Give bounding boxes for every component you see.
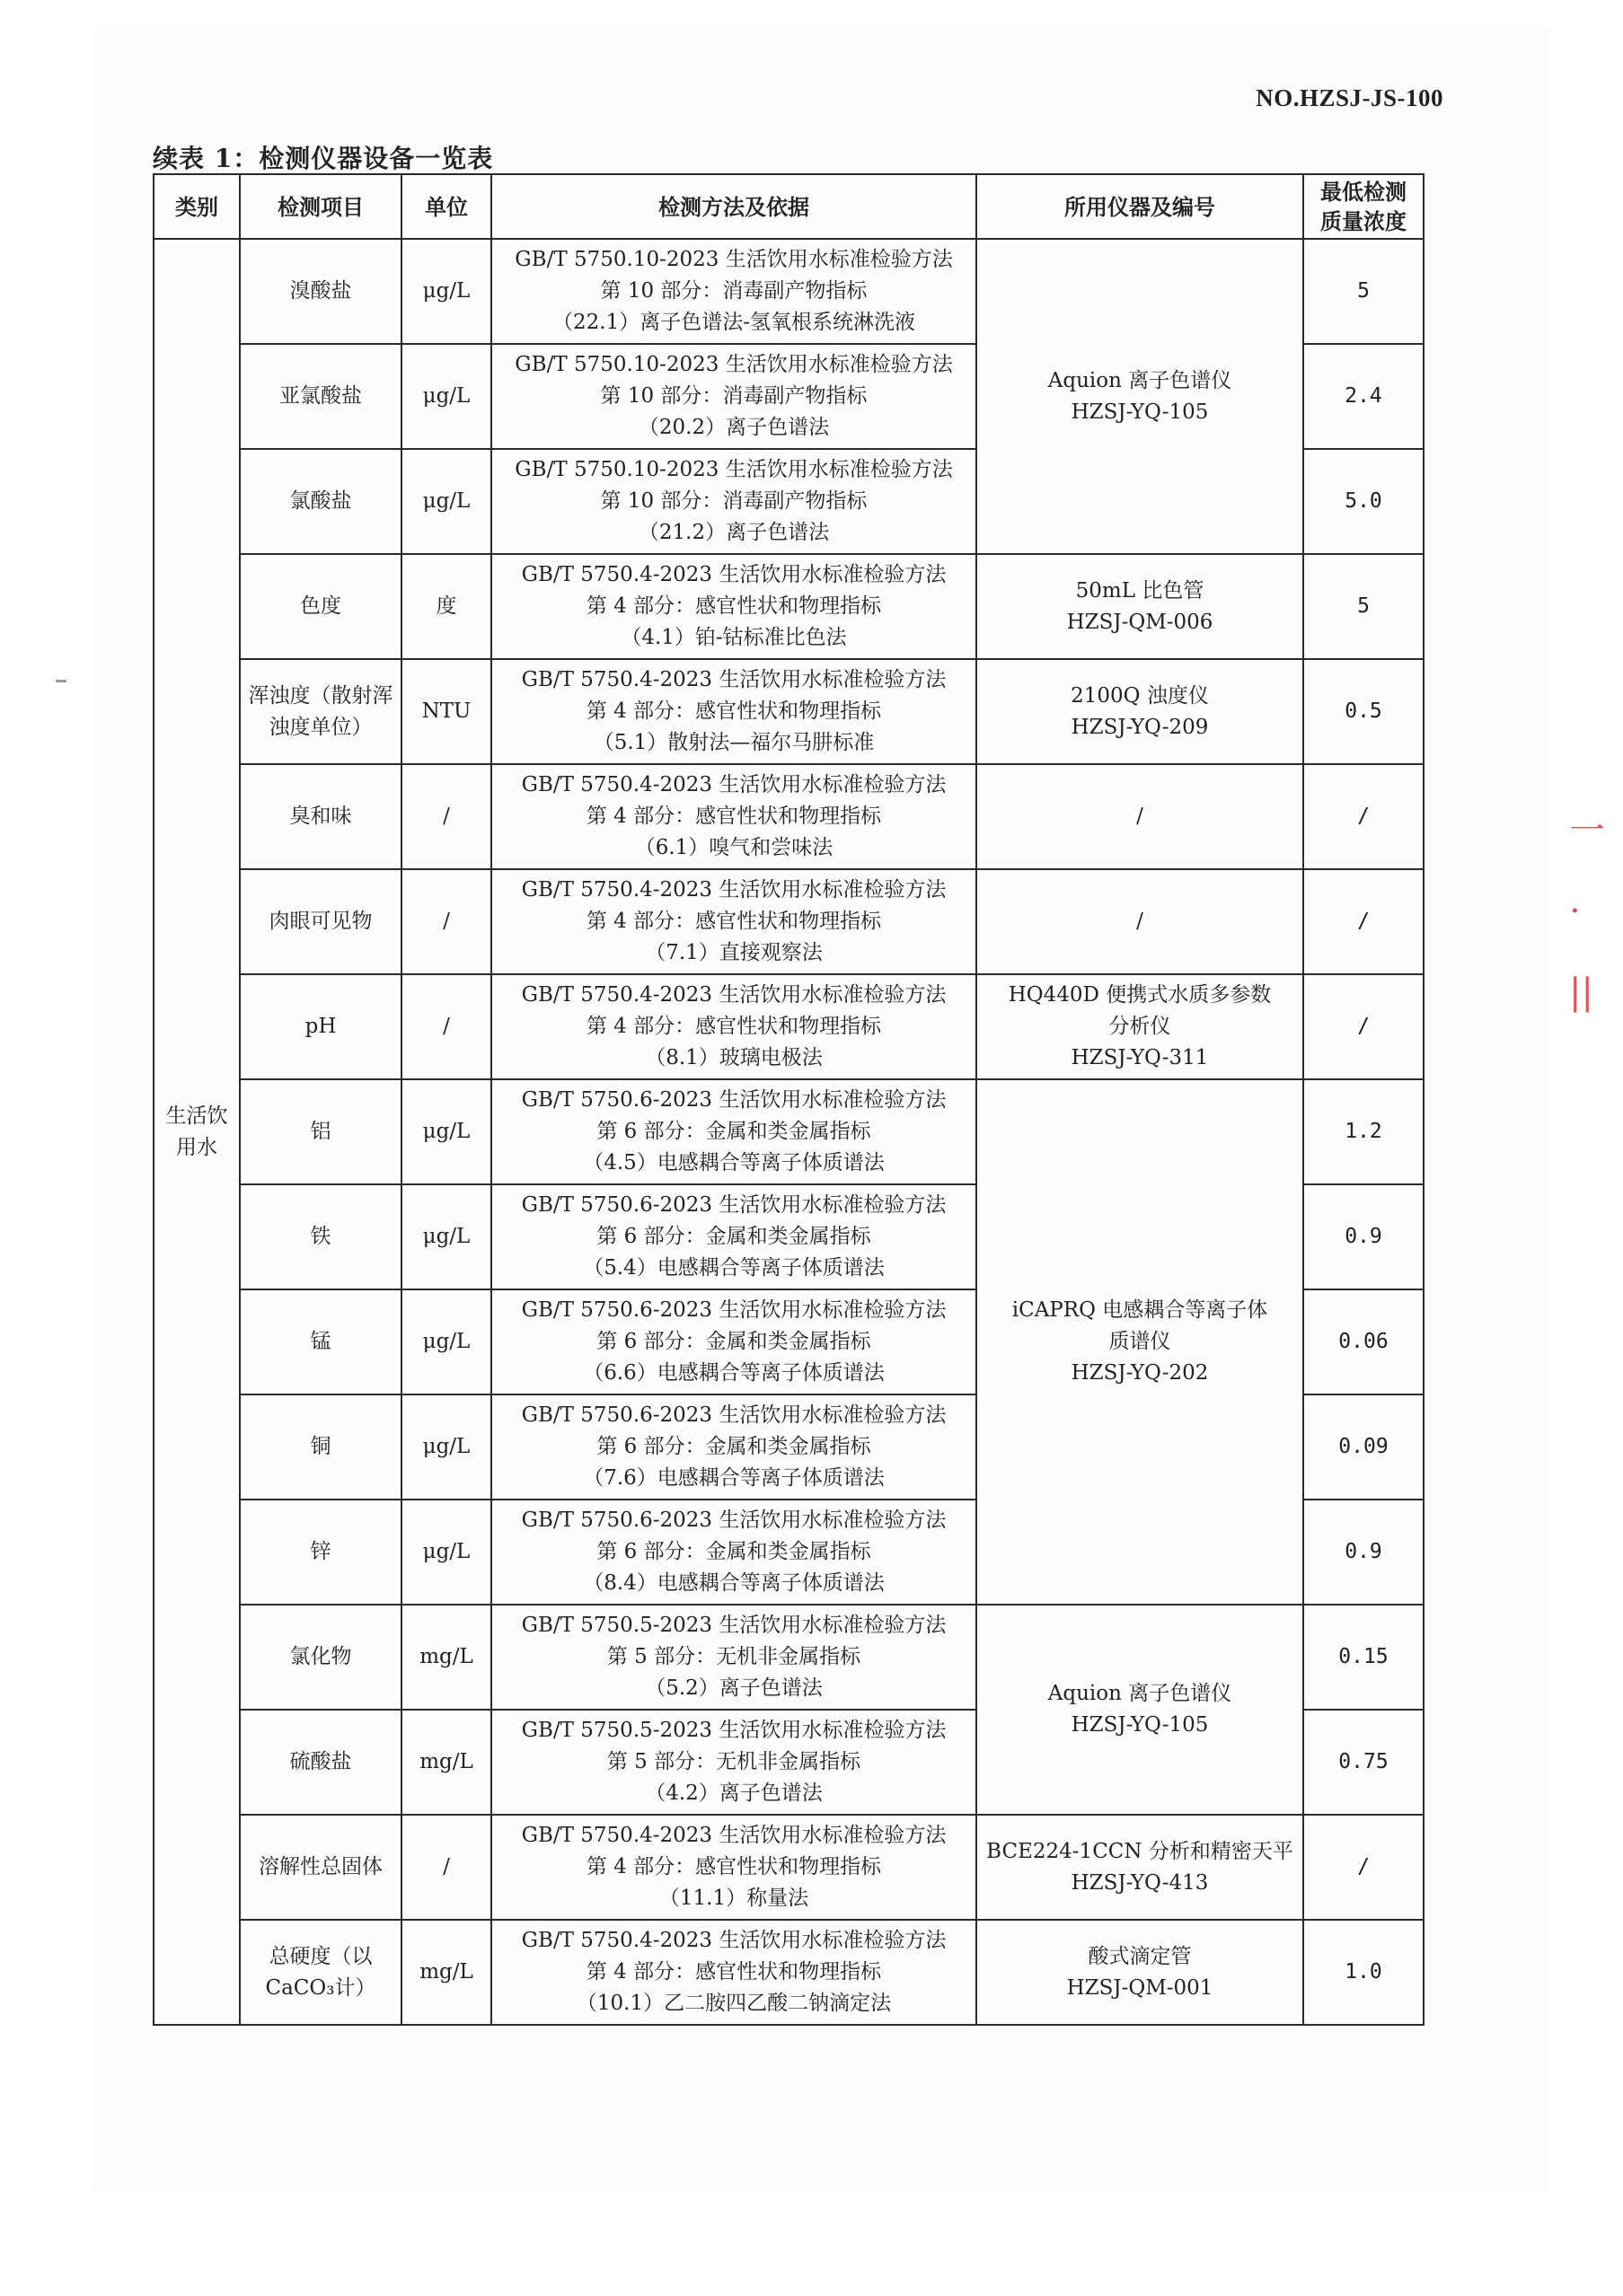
- item-cell: 色度: [240, 554, 401, 659]
- method-line: GB/T 5750.4-2023 生活饮用水标准检验方法: [521, 773, 947, 796]
- item-cell: 铝: [240, 1079, 401, 1184]
- instrument-line: 分析仪: [1108, 1015, 1171, 1038]
- method-line: 第 6 部分：金属和类金属指标: [596, 1540, 871, 1563]
- min-concentration-cell: 1.0: [1303, 1920, 1424, 2025]
- method-line: GB/T 5750.4-2023 生活饮用水标准检验方法: [521, 1929, 947, 1952]
- method-line: GB/T 5750.4-2023 生活饮用水标准检验方法: [521, 878, 947, 902]
- table-row: [154, 659, 1424, 764]
- method-line: （4.5）电感耦合等离子体质谱法: [583, 1151, 885, 1174]
- method-cell: [491, 764, 976, 869]
- min-concentration-cell: 0.75: [1303, 1710, 1424, 1815]
- header-method: 检测方法及依据: [491, 174, 976, 239]
- item-cell: 溶解性总固体: [240, 1815, 401, 1920]
- item-cell: 溴酸盐: [240, 239, 401, 344]
- unit-cell: mg/L: [401, 1710, 491, 1815]
- method-line: （21.2）离子色谱法: [638, 521, 830, 544]
- item-cell: 总硬度（以 CaCO₃计）: [240, 1920, 401, 2025]
- table-row: [154, 1605, 1424, 1710]
- method-line: （8.4）电感耦合等离子体质谱法: [583, 1571, 885, 1595]
- method-line: GB/T 5750.4-2023 生活饮用水标准检验方法: [521, 983, 947, 1007]
- unit-cell: mg/L: [401, 1605, 491, 1710]
- method-line: （8.1）玻璃电极法: [645, 1046, 823, 1069]
- table-header-row: [154, 174, 1424, 239]
- instrument-cell: [976, 554, 1303, 659]
- instrument-line: HZSJ-YQ-209: [1071, 715, 1209, 739]
- header-instrument: 所用仪器及编号: [976, 174, 1303, 239]
- method-line: 第 6 部分：金属和类金属指标: [596, 1120, 871, 1143]
- instrument-line: HZSJ-YQ-105: [1071, 400, 1209, 424]
- unit-cell: μg/L: [401, 1079, 491, 1184]
- min-concentration-cell: 5: [1303, 554, 1424, 659]
- instrument-line: 2100Q 浊度仪: [1071, 683, 1209, 708]
- min-concentration-cell: 2.4: [1303, 344, 1424, 449]
- item-cell: 氯化物: [240, 1605, 401, 1710]
- method-line: （6.6）电感耦合等离子体质谱法: [583, 1361, 885, 1385]
- unit-cell: /: [401, 869, 491, 974]
- unit-cell: NTU: [401, 659, 491, 764]
- method-line: GB/T 5750.10-2023 生活饮用水标准检验方法: [515, 353, 953, 376]
- item-cell: 锰: [240, 1289, 401, 1394]
- unit-cell: /: [401, 974, 491, 1079]
- unit-cell: μg/L: [401, 1394, 491, 1500]
- method-line: 第 6 部分：金属和类金属指标: [596, 1225, 871, 1248]
- method-line: （6.1）嗅气和尝味法: [634, 836, 834, 859]
- method-line: （7.6）电感耦合等离子体质谱法: [583, 1466, 885, 1490]
- method-line: （5.1）散射法—福尔马肼标准: [593, 731, 875, 754]
- method-line: （22.1）离子色谱法-氢氧根系统淋洗液: [552, 311, 915, 334]
- instrument-cell: [976, 659, 1303, 764]
- method-cell: [491, 1394, 976, 1500]
- unit-cell: μg/L: [401, 1184, 491, 1289]
- method-cell: [491, 659, 976, 764]
- item-cell: 浑浊度（散射浑浊度单位）: [240, 659, 401, 764]
- method-cell: [491, 239, 976, 344]
- table-row: [154, 554, 1424, 659]
- table-row: [154, 764, 1424, 869]
- min-concentration-cell: 0.5: [1303, 659, 1424, 764]
- method-line: 第 5 部分：无机非金属指标: [606, 1645, 861, 1668]
- instrument-cell: [976, 974, 1303, 1079]
- method-line: （4.1）铂-钴标准比色法: [621, 626, 847, 649]
- instrument-cell: [976, 239, 1303, 554]
- instrument-line: HZSJ-YQ-413: [1071, 1870, 1209, 1895]
- method-line: 第 5 部分：无机非金属指标: [606, 1750, 861, 1773]
- table-row: [154, 1920, 1424, 2025]
- item-cell: 铜: [240, 1394, 401, 1500]
- min-concentration-cell: 1.2: [1303, 1079, 1424, 1184]
- table-row: [154, 1815, 1424, 1920]
- table-row: [154, 974, 1424, 1079]
- method-line: （20.2）离子色谱法: [638, 416, 830, 439]
- method-line: 第 4 部分：感官性状和物理指标: [586, 1015, 882, 1038]
- header-item: 检测项目: [240, 174, 401, 239]
- method-line: GB/T 5750.5-2023 生活饮用水标准检验方法: [521, 1719, 947, 1742]
- instrument-cell: [976, 1605, 1303, 1815]
- instrument-table: [153, 173, 1425, 2026]
- instrument-line: iCAPRQ 电感耦合等离子体: [1011, 1298, 1268, 1322]
- instrument-line: HZSJ-YQ-311: [1071, 1046, 1209, 1069]
- min-concentration-cell: 0.9: [1303, 1500, 1424, 1605]
- method-line: 第 4 部分：感官性状和物理指标: [586, 910, 882, 933]
- instrument-line: HZSJ-QM-006: [1066, 610, 1213, 634]
- method-cell: [491, 1184, 976, 1289]
- unit-cell: /: [401, 764, 491, 869]
- instrument-line: 质谱仪: [1108, 1330, 1171, 1353]
- item-cell: 铁: [240, 1184, 401, 1289]
- min-concentration-cell: /: [1303, 1815, 1424, 1920]
- instrument-line: HZSJ-QM-001: [1066, 1975, 1213, 2000]
- margin-mark: [56, 680, 66, 682]
- instrument-line: Aquion 离子色谱仪: [1047, 1682, 1232, 1705]
- method-line: 第 4 部分：感官性状和物理指标: [586, 1960, 882, 1984]
- category-cell: 生活饮用水: [154, 239, 240, 2025]
- table-row: [154, 239, 1424, 344]
- unit-cell: μg/L: [401, 1500, 491, 1605]
- method-line: 第 10 部分：消毒副产物指标: [600, 384, 868, 408]
- method-line: GB/T 5750.5-2023 生活饮用水标准检验方法: [521, 1614, 947, 1637]
- method-line: GB/T 5750.6-2023 生活饮用水标准检验方法: [521, 1298, 947, 1322]
- method-cell: [491, 1605, 976, 1710]
- method-line: GB/T 5750.10-2023 生活饮用水标准检验方法: [515, 248, 953, 271]
- instrument-line: HZSJ-YQ-105: [1071, 1713, 1209, 1737]
- method-line: GB/T 5750.4-2023 生活饮用水标准检验方法: [521, 668, 947, 691]
- item-cell: 锌: [240, 1500, 401, 1605]
- instrument-line: /: [1136, 805, 1143, 828]
- method-cell: [491, 1710, 976, 1815]
- instrument-cell: [976, 1815, 1303, 1920]
- table-body: [154, 239, 1424, 2025]
- method-line: GB/T 5750.6-2023 生活饮用水标准检验方法: [521, 1193, 947, 1217]
- method-cell: [491, 449, 976, 554]
- method-line: 第 4 部分：感官性状和物理指标: [586, 594, 882, 618]
- item-cell: 肉眼可见物: [240, 869, 401, 974]
- table-caption: 续表 1：检测仪器设备一览表: [153, 144, 494, 173]
- instrument-line: 酸式滴定管: [1088, 1944, 1192, 1968]
- method-line: 第 6 部分：金属和类金属指标: [596, 1330, 871, 1353]
- item-cell: 亚氯酸盐: [240, 344, 401, 449]
- method-line: 第 10 部分：消毒副产物指标: [600, 279, 868, 303]
- method-cell: [491, 1079, 976, 1184]
- min-concentration-cell: /: [1303, 974, 1424, 1079]
- instrument-cell: [976, 764, 1303, 869]
- method-line: GB/T 5750.10-2023 生活饮用水标准检验方法: [515, 458, 953, 481]
- method-cell: [491, 1815, 976, 1920]
- header-unit: 单位: [401, 174, 491, 239]
- method-line: （5.2）离子色谱法: [645, 1676, 823, 1700]
- instrument-cell: [976, 1079, 1303, 1605]
- method-line: （11.1）称量法: [658, 1887, 809, 1910]
- unit-cell: μg/L: [401, 344, 491, 449]
- min-concentration-cell: 5.0: [1303, 449, 1424, 554]
- method-line: 第 4 部分：感官性状和物理指标: [586, 1855, 882, 1878]
- min-concentration-cell: /: [1303, 869, 1424, 974]
- method-cell: [491, 1289, 976, 1394]
- instrument-line: /: [1136, 910, 1143, 933]
- item-cell: 硫酸盐: [240, 1710, 401, 1815]
- document-number: NO.HZSJ-JS-100: [1256, 84, 1443, 111]
- min-concentration-cell: /: [1303, 764, 1424, 869]
- method-line: GB/T 5750.6-2023 生活饮用水标准检验方法: [521, 1088, 947, 1112]
- instrument-line: HQ440D 便携式水质多参数: [1008, 983, 1272, 1007]
- method-line: 第 6 部分：金属和类金属指标: [596, 1435, 871, 1458]
- min-concentration-cell: 0.06: [1303, 1289, 1424, 1394]
- method-line: （5.4）电感耦合等离子体质谱法: [583, 1256, 885, 1280]
- method-line: （7.1）直接观察法: [645, 941, 823, 964]
- method-line: GB/T 5750.4-2023 生活饮用水标准检验方法: [521, 563, 947, 586]
- instrument-line: HZSJ-YQ-202: [1071, 1361, 1209, 1385]
- header-min-concentration: 最低检测质量浓度: [1303, 174, 1424, 239]
- min-concentration-cell: 0.15: [1303, 1605, 1424, 1710]
- item-cell: 氯酸盐: [240, 449, 401, 554]
- instrument-cell: [976, 1920, 1303, 2025]
- instrument-line: BCE224-1CCN 分析和精密天平: [986, 1839, 1293, 1863]
- unit-cell: mg/L: [401, 1920, 491, 2025]
- method-cell: [491, 1920, 976, 2025]
- method-cell: [491, 344, 976, 449]
- method-line: GB/T 5750.6-2023 生活饮用水标准检验方法: [521, 1509, 947, 1532]
- instrument-line: 50mL 比色管: [1075, 578, 1204, 603]
- unit-cell: μg/L: [401, 239, 491, 344]
- instrument-cell: [976, 869, 1303, 974]
- method-cell: [491, 1500, 976, 1605]
- unit-cell: μg/L: [401, 449, 491, 554]
- unit-cell: /: [401, 1815, 491, 1920]
- unit-cell: μg/L: [401, 1289, 491, 1394]
- table-row: [154, 869, 1424, 974]
- method-cell: [491, 554, 976, 659]
- instrument-line: Aquion 离子色谱仪: [1047, 368, 1232, 392]
- min-concentration-cell: 0.09: [1303, 1394, 1424, 1500]
- red-seal-fragment: 一 · ||: [1569, 810, 1605, 1013]
- method-line: 第 4 部分：感官性状和物理指标: [586, 699, 882, 723]
- min-concentration-cell: 5: [1303, 239, 1424, 344]
- method-cell: [491, 869, 976, 974]
- item-cell: pH: [240, 974, 401, 1079]
- min-concentration-cell: 0.9: [1303, 1184, 1424, 1289]
- method-line: （4.2）离子色谱法: [645, 1781, 823, 1805]
- method-line: GB/T 5750.4-2023 生活饮用水标准检验方法: [521, 1824, 947, 1847]
- header-category: 类别: [154, 174, 240, 239]
- method-cell: [491, 974, 976, 1079]
- item-cell: 臭和味: [240, 764, 401, 869]
- method-line: 第 10 部分：消毒副产物指标: [600, 489, 868, 513]
- table-row: [154, 1079, 1424, 1184]
- method-line: （10.1）乙二胺四乙酸二钠滴定法: [576, 1992, 892, 2015]
- method-line: GB/T 5750.6-2023 生活饮用水标准检验方法: [521, 1403, 947, 1427]
- unit-cell: 度: [401, 554, 491, 659]
- method-line: 第 4 部分：感官性状和物理指标: [586, 805, 882, 828]
